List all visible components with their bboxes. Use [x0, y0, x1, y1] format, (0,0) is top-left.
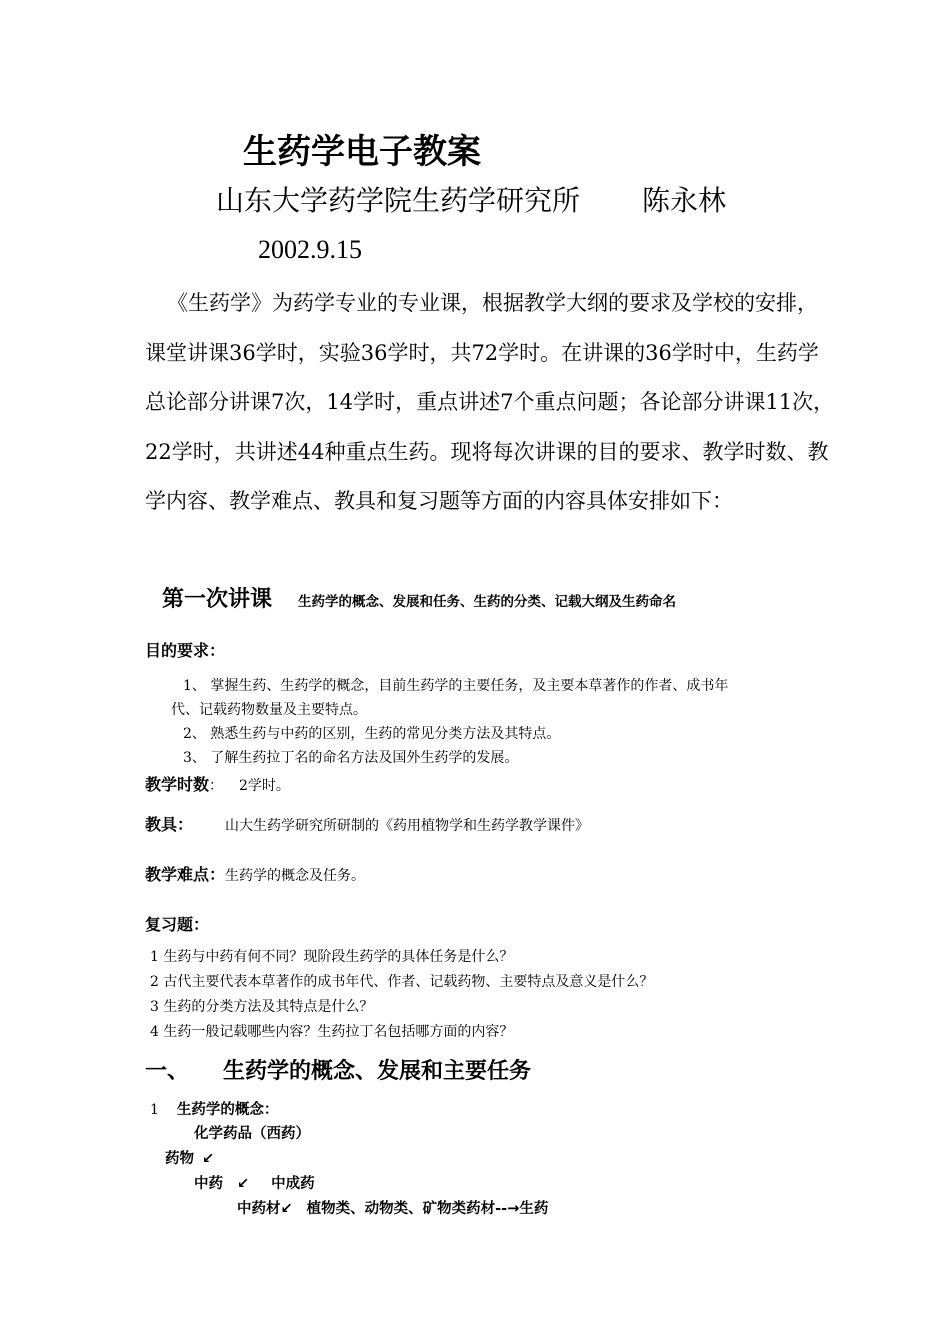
- arrow-down-left-icon: ↙: [202, 1151, 215, 1167]
- teaching-difficulty-label: 教学难点：: [145, 865, 226, 884]
- teaching-tools: [145, 814, 589, 838]
- teaching-tools-value: 山大生药学研究所研制的《药用植物学和生药学教学课件》: [225, 818, 590, 834]
- lecture-1-topic: 生药学的概念、发展和任务、生药的分类、记载大纲及生药命名: [298, 594, 677, 610]
- teaching-tools-label: 教具：: [145, 815, 194, 834]
- tree-tcm-row: [194, 1174, 315, 1194]
- tree-herbal-material: 中药材: [237, 1201, 281, 1217]
- arrow-down-left-icon: ↙: [280, 1201, 293, 1217]
- teaching-hours-label: 教学时数: [145, 775, 210, 794]
- objectives-list: [171, 674, 823, 770]
- objective-item: 2、 熟悉生药与中药的区别，生药的常见分类方法及其特点。: [183, 726, 561, 742]
- section-1-title: 生药学的概念、发展和主要任务: [223, 1059, 532, 1084]
- teaching-difficulty: [145, 864, 365, 888]
- review-question: 1 生药与中药有何不同？现阶段生药学的具体任务是什么？: [150, 949, 514, 965]
- tree-patent-medicine: 中成药: [271, 1176, 315, 1192]
- author-name: 陈永林: [642, 184, 727, 217]
- lecture-1-title: 第一次讲课: [162, 587, 273, 612]
- section-1-heading: [145, 1056, 531, 1088]
- objective-item: 1、 掌握生药、生药学的概念，目前生药学的主要任务，及主要本草著作的作者、成书年: [183, 678, 729, 694]
- review-label: 复习题：: [145, 915, 210, 934]
- tree-tcm: 中药: [194, 1176, 223, 1192]
- tree-material-sources: 植物类、动物类、矿物类药材--→生药: [306, 1201, 549, 1217]
- tree-drug-row: [165, 1149, 214, 1169]
- review-question: 4 生药一般记载哪些内容？生药拉丁名包括哪方面的内容？: [150, 1024, 514, 1040]
- document-date: 2002.9.15: [258, 235, 362, 264]
- tree-herbal-row: [237, 1199, 548, 1219]
- intro-paragraph: 《生药学》为药学专业的专业课，根据教学大纲的要求及学校的安排，课堂讲课36学时，实验36学时，共72学时。在讲课的36学时中，生药学总论部分讲课7次，14学时，重点讲述7个重点问题；各论部分讲课11次，22学时，共讲述44种重点生药。现将每次讲课的目的要求、教学时数、教学内容、教学难点、教具和复习题等方面的内容具体安排如下：: [145, 291, 835, 513]
- teaching-difficulty-value: 生药学的概念及任务。: [225, 868, 366, 884]
- review-questions: [150, 945, 653, 1045]
- section-1-number: 一、: [145, 1059, 190, 1084]
- author-line: [216, 182, 726, 220]
- institution: 山东大学药学院生药学研究所: [216, 184, 581, 217]
- concept-number: 1: [150, 1102, 159, 1118]
- objective-item-continued: 代、记载药物数量及主要特点。: [171, 702, 367, 718]
- concept-heading: [150, 1098, 278, 1122]
- teaching-hours: [145, 774, 290, 798]
- page-title: 生药学电子教案: [243, 132, 481, 172]
- review-question: 3 生药的分类方法及其特点是什么？: [150, 999, 374, 1015]
- objective-item: 3、 了解生药拉丁名的命名方法及国外生药学的发展。: [183, 750, 519, 766]
- concept-label: 生药学的概念：: [176, 1102, 279, 1118]
- tree-chemical-drugs: 化学药品（西药）: [194, 1126, 310, 1142]
- objectives-label: 目的要求：: [145, 641, 226, 660]
- review-question: 2 古代主要代表本草著作的成书年代、作者、记载药物、主要特点及意义是什么？: [150, 974, 654, 990]
- arrow-down-left-icon: ↙: [237, 1176, 250, 1192]
- lecture-1-heading: [162, 584, 676, 616]
- teaching-hours-value: 2学时。: [239, 778, 290, 794]
- tree-drug: 药物: [165, 1151, 194, 1167]
- teaching-hours-colon: ：: [209, 778, 224, 794]
